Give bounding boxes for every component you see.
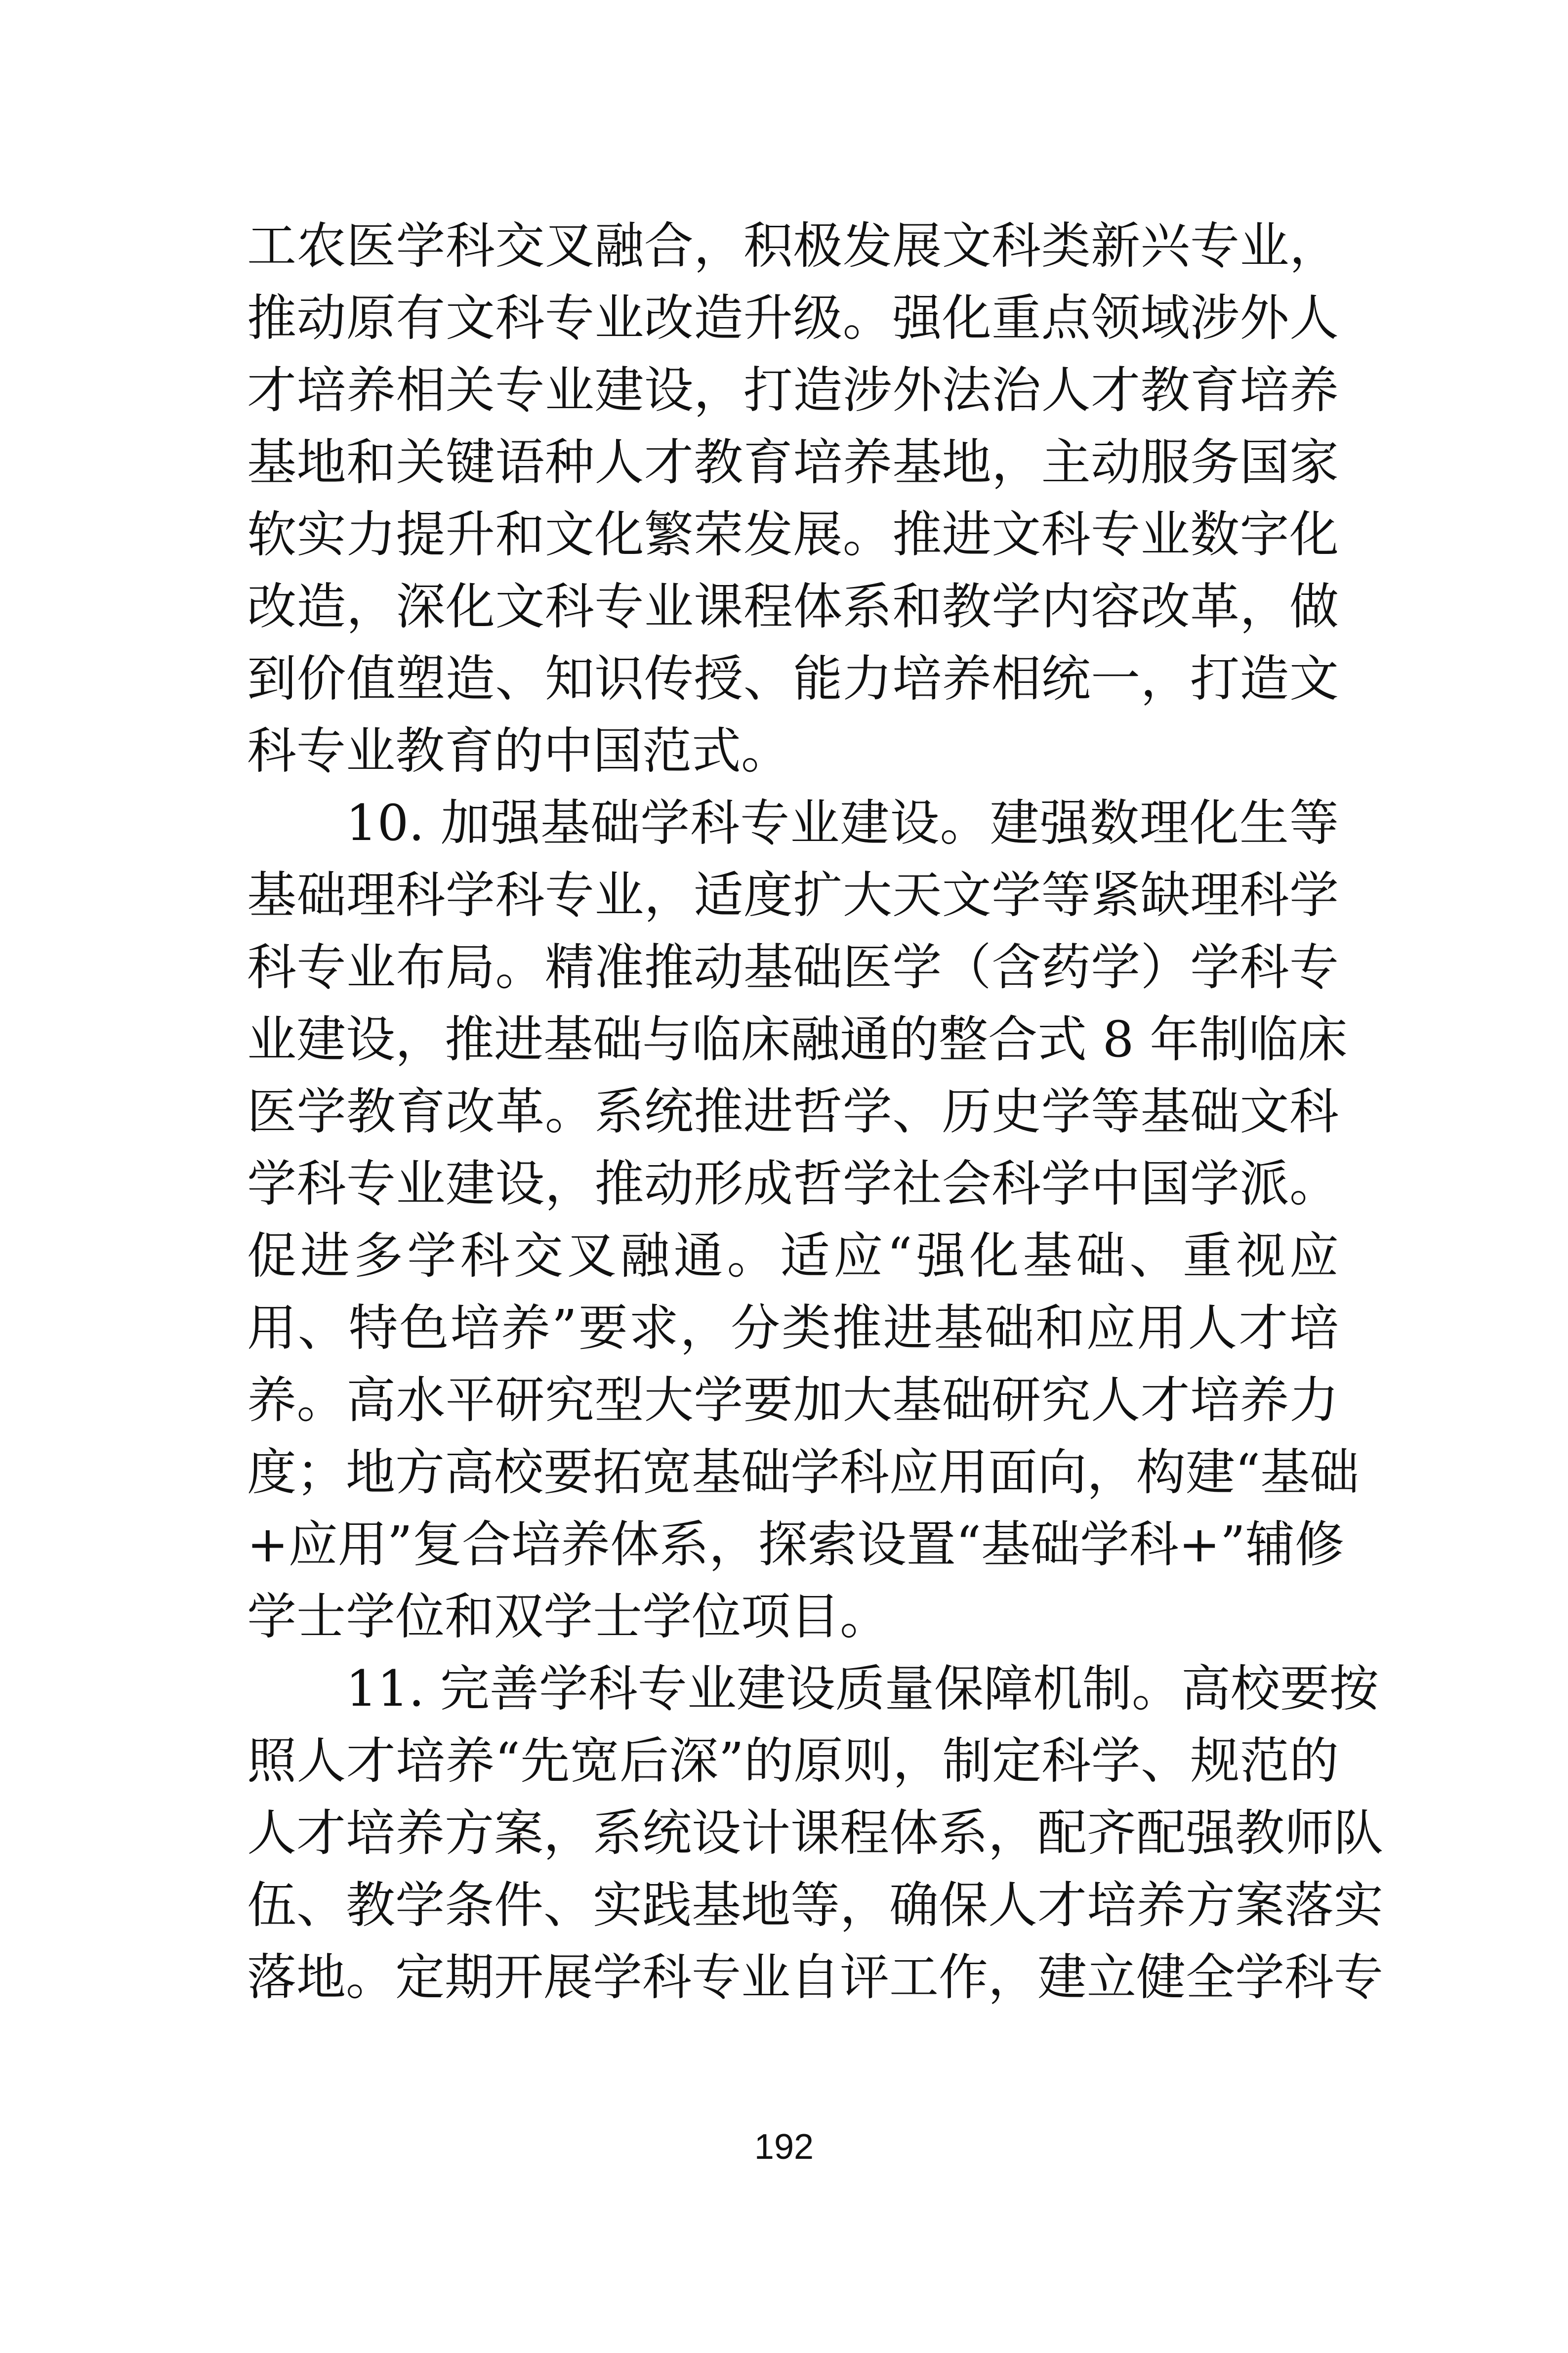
paragraph-first-line: 11. 完善学科专业建设质量保障机制。高校要按 <box>346 1660 1379 1718</box>
text-line: 学士学位和双学士学位项目。 <box>247 1588 889 1645</box>
text-line: 用、特色培养”要求，分类推进基础和应用人才培 <box>247 1299 1339 1357</box>
page-number: 192 <box>754 2127 814 2167</box>
text-line: 学科专业建设，推动形成哲学社会科学中国学派。 <box>247 1155 1339 1213</box>
text-line: 照人才培养“先宽后深”的原则，制定科学、规范的 <box>247 1732 1339 1790</box>
text-line: 才培养相关专业建设，打造涉外法治人才教育培养 <box>247 361 1339 419</box>
text-line: 基础理科学科专业，适度扩大天文学等紧缺理科学 <box>247 866 1339 924</box>
text-line: 促进多学科交叉融通。适应“强化基础、重视应 <box>247 1227 1339 1285</box>
text-line: 落地。定期开展学科专业自评工作，建立健全学科专 <box>247 1948 1383 2006</box>
text-line: 到价值塑造、知识传授、能力培养相统一，打造文 <box>247 650 1339 708</box>
text-line: 养。高水平研究型大学要加大基础研究人才培养力 <box>247 1371 1339 1429</box>
text-line: 基地和关键语种人才教育培养基地，主动服务国家 <box>247 433 1339 491</box>
body-text <box>247 210 1383 2014</box>
text-line: 医学教育改革。系统推进哲学、历史学等基础文科 <box>247 1083 1339 1140</box>
text-line: +应用”复合培养体系，探索设置“基础学科+”辅修 <box>247 1515 1344 1573</box>
text-line: 业建设，推进基础与临床融通的整合式 8 年制临床 <box>247 1010 1348 1068</box>
text-line: 人才培养方案，系统设计课程体系，配齐配强教师队 <box>247 1804 1383 1862</box>
text-line: 软实力提升和文化繁荣发展。推进文科专业数字化 <box>247 505 1339 563</box>
paragraph-first-line: 10. 加强基础学科专业建设。建强数理化生等 <box>346 794 1339 852</box>
text-line: 推动原有文科专业改造升级。强化重点领域涉外人 <box>247 289 1339 347</box>
text-line: 度；地方高校要拓宽基础学科应用面向，构建“基础 <box>247 1443 1360 1501</box>
text-line: 科专业教育的中国范式。 <box>247 722 790 780</box>
text-line: 科专业布局。精准推动基础医学（含药学）学科专 <box>247 938 1339 996</box>
text-line: 伍、教学条件、实践基地等，确保人才培养方案落实 <box>247 1876 1383 1934</box>
text-line: 工农医学科交叉融合，积极发展文科类新兴专业， <box>247 217 1339 275</box>
text-line: 改造，深化文科专业课程体系和教学内容改革，做 <box>247 578 1339 635</box>
